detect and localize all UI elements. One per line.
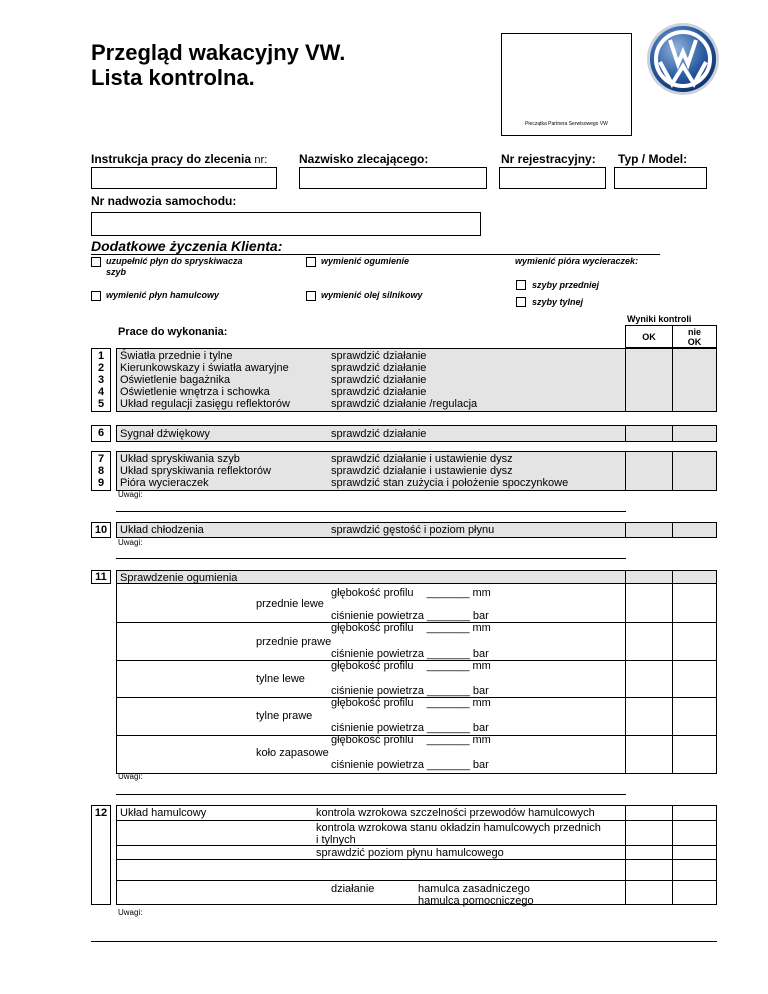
rear-wiper-checkbox[interactable] (516, 297, 526, 307)
group1-items (120, 350, 290, 410)
group2-ok-cell[interactable] (625, 425, 673, 442)
group3-items (120, 453, 271, 489)
brake-action-3: sprawdzić poziom płynu hamulcowego (316, 847, 504, 859)
group4-notok-cell[interactable] (672, 522, 717, 538)
list-item: Kierunkowskazy i światła awaryjne (120, 362, 289, 374)
group5-num: 11 (95, 571, 107, 583)
brake-fluid-option: wymienić płyn hamulcowy (106, 290, 220, 300)
washer-fluid-option: uzupełnić płyn do spryskiwacza szyb (106, 256, 243, 277)
wipers-option: wymienić pióra wycieraczek: (515, 256, 639, 266)
tyre-row: ciśnienie powietrza _______ bar (331, 648, 489, 660)
tyre-row: ciśnienie powietrza _______ bar (331, 759, 489, 771)
remarks-line[interactable] (116, 558, 626, 559)
front-wiper-option: szyby przedniej (532, 280, 600, 290)
engine-oil-checkbox[interactable] (306, 291, 316, 301)
tyre-row: ciśnienie powietrza _______ bar (331, 685, 489, 697)
dealer-stamp-box (501, 33, 632, 136)
list-item: Pióra wycieraczek (120, 477, 209, 489)
brake-fluid-checkbox[interactable] (91, 291, 101, 301)
group4-num: 10 (94, 524, 108, 536)
engine-oil-option: wymienić olej silnikowy (321, 290, 423, 300)
title-line-2: Lista kontrolna. (91, 65, 255, 90)
remarks-label: Uwagi: (118, 908, 143, 917)
tyre-row: głębokość profilu _______ mm (331, 697, 491, 709)
registration-label: Nr rejestracyjny: (501, 152, 596, 166)
brake-divider (116, 820, 717, 821)
brake-service: hamulca zasadniczego (418, 883, 530, 895)
brake-action-1: kontrola wzrokowa szczelności przewodów hamulcowych (316, 807, 595, 819)
group2-action: sprawdzić działanie (331, 428, 427, 440)
group1-actions: sprawdzić działanie sprawdzić działanie sprawdzić działanie sprawdzić działanie sprawdzić działanie /regulacja (331, 350, 478, 410)
registration-field[interactable] (499, 167, 606, 189)
model-label: Typ / Model: (618, 152, 688, 166)
brake-action-2: kontrola wzrokowa stanu okładzin hamulcowych przednich i tylnych (316, 822, 601, 846)
work-order-label: Instrukcja pracy do zlecenia nr: (91, 152, 268, 166)
group4-action: sprawdzić gęstość i poziom płynu (331, 524, 495, 536)
group3-notok-cell[interactable] (672, 451, 717, 491)
group5-notok-header (672, 570, 717, 584)
vw-logo-icon (646, 22, 720, 96)
group2-notok-cell[interactable] (672, 425, 717, 442)
stamp-label: Pieczątka Partnera Serwisowego VW (525, 121, 608, 127)
remarks-label: Uwagi: (118, 538, 143, 547)
group1-notok-cell[interactable] (672, 348, 717, 412)
list-item: Oświetlenie bagażnika (120, 374, 231, 386)
list-item: Układ spryskiwania reflektorów (120, 465, 271, 477)
list-item: Układ spryskiwania szyb (120, 453, 240, 465)
group1-ok-cell[interactable] (625, 348, 673, 412)
group2-num: 6 (97, 427, 105, 439)
group3-ok-cell[interactable] (625, 451, 673, 491)
group1-nums: 1 2 3 4 5 (97, 350, 105, 410)
wheel-label: przednie lewe (256, 598, 324, 610)
footer-line (91, 941, 717, 942)
wheel-label: tylne prawe (256, 710, 313, 722)
brake-divider (116, 880, 717, 881)
wheel-label: przednie prawe (256, 636, 332, 648)
list-item: Światła przednie i tylne (120, 350, 233, 362)
remarks-line[interactable] (116, 511, 626, 512)
remarks-label: Uwagi: (118, 772, 143, 781)
title-line-1: Przegląd wakacyjny VW. (91, 40, 346, 65)
tyre-row: ciśnienie powietrza _______ bar (331, 722, 489, 734)
group2-item: Sygnał dźwiękowy (120, 428, 210, 440)
brake-divider (116, 859, 717, 860)
customer-name-label: Nazwisko zlecającego: (299, 152, 429, 166)
group6-num: 12 (94, 807, 108, 819)
group5-item: Sprawdzenie ogumienia (120, 572, 238, 584)
group6-num-box (91, 805, 111, 905)
tyres-checkbox[interactable] (306, 257, 316, 267)
wheel-label: koło zapasowe (256, 747, 329, 759)
tyre-notok-col[interactable] (672, 584, 717, 774)
group3-actions: sprawdzić działanie i ustawienie dysz sprawdzić działanie i ustawienie dysz sprawdzić stan zużycia i położenie spoczynkowe (331, 453, 569, 489)
not-ok-header: nie OK (672, 325, 717, 348)
group4-ok-cell[interactable] (625, 522, 673, 538)
tyre-row: głębokość profilu _______ mm (331, 587, 491, 599)
ok-header: OK (625, 325, 673, 348)
work-title: Prace do wykonania: (118, 326, 228, 338)
tyre-row: głębokość profilu _______ mm (331, 734, 491, 746)
results-title: Wyniki kontroli (627, 314, 692, 324)
front-wiper-checkbox[interactable] (516, 280, 526, 290)
tyres-option: wymienić ogumienie (321, 256, 410, 266)
washer-fluid-checkbox[interactable] (91, 257, 101, 267)
wishes-underline (91, 254, 660, 255)
remarks-line[interactable] (116, 794, 626, 795)
group4-item: Układ chłodzenia (120, 524, 204, 536)
list-item: Układ regulacji zasięgu reflektorów (120, 398, 290, 410)
tyre-row: głębokość profilu _______ mm (331, 660, 491, 672)
remarks-label: Uwagi: (118, 490, 143, 499)
work-order-field[interactable] (91, 167, 277, 189)
group5-ok-header (625, 570, 673, 584)
customer-name-field[interactable] (299, 167, 487, 189)
tyre-ok-col[interactable] (625, 584, 673, 774)
customer-wishes-title: Dodatkowe życzenia Klienta: (91, 238, 283, 254)
wheel-label: tylne lewe (256, 673, 305, 685)
vin-label: Nr nadwozia samochodu: (91, 194, 237, 208)
brake-parking: hamulca pomocniczego (418, 895, 534, 907)
tyre-row: ciśnienie powietrza _______ bar (331, 610, 489, 622)
vin-field[interactable] (91, 212, 481, 236)
page-title (91, 40, 345, 90)
model-field[interactable] (614, 167, 707, 189)
brake-action-4: działanie (331, 883, 375, 895)
rear-wiper-option: szyby tylnej (532, 297, 584, 307)
group6-item: Układ hamulcowy (120, 807, 207, 819)
tyre-row: głębokość profilu _______ mm (331, 622, 491, 634)
group3-nums: 7 8 9 (97, 453, 105, 489)
list-item: Oświetlenie wnętrza i schowka (120, 386, 270, 398)
